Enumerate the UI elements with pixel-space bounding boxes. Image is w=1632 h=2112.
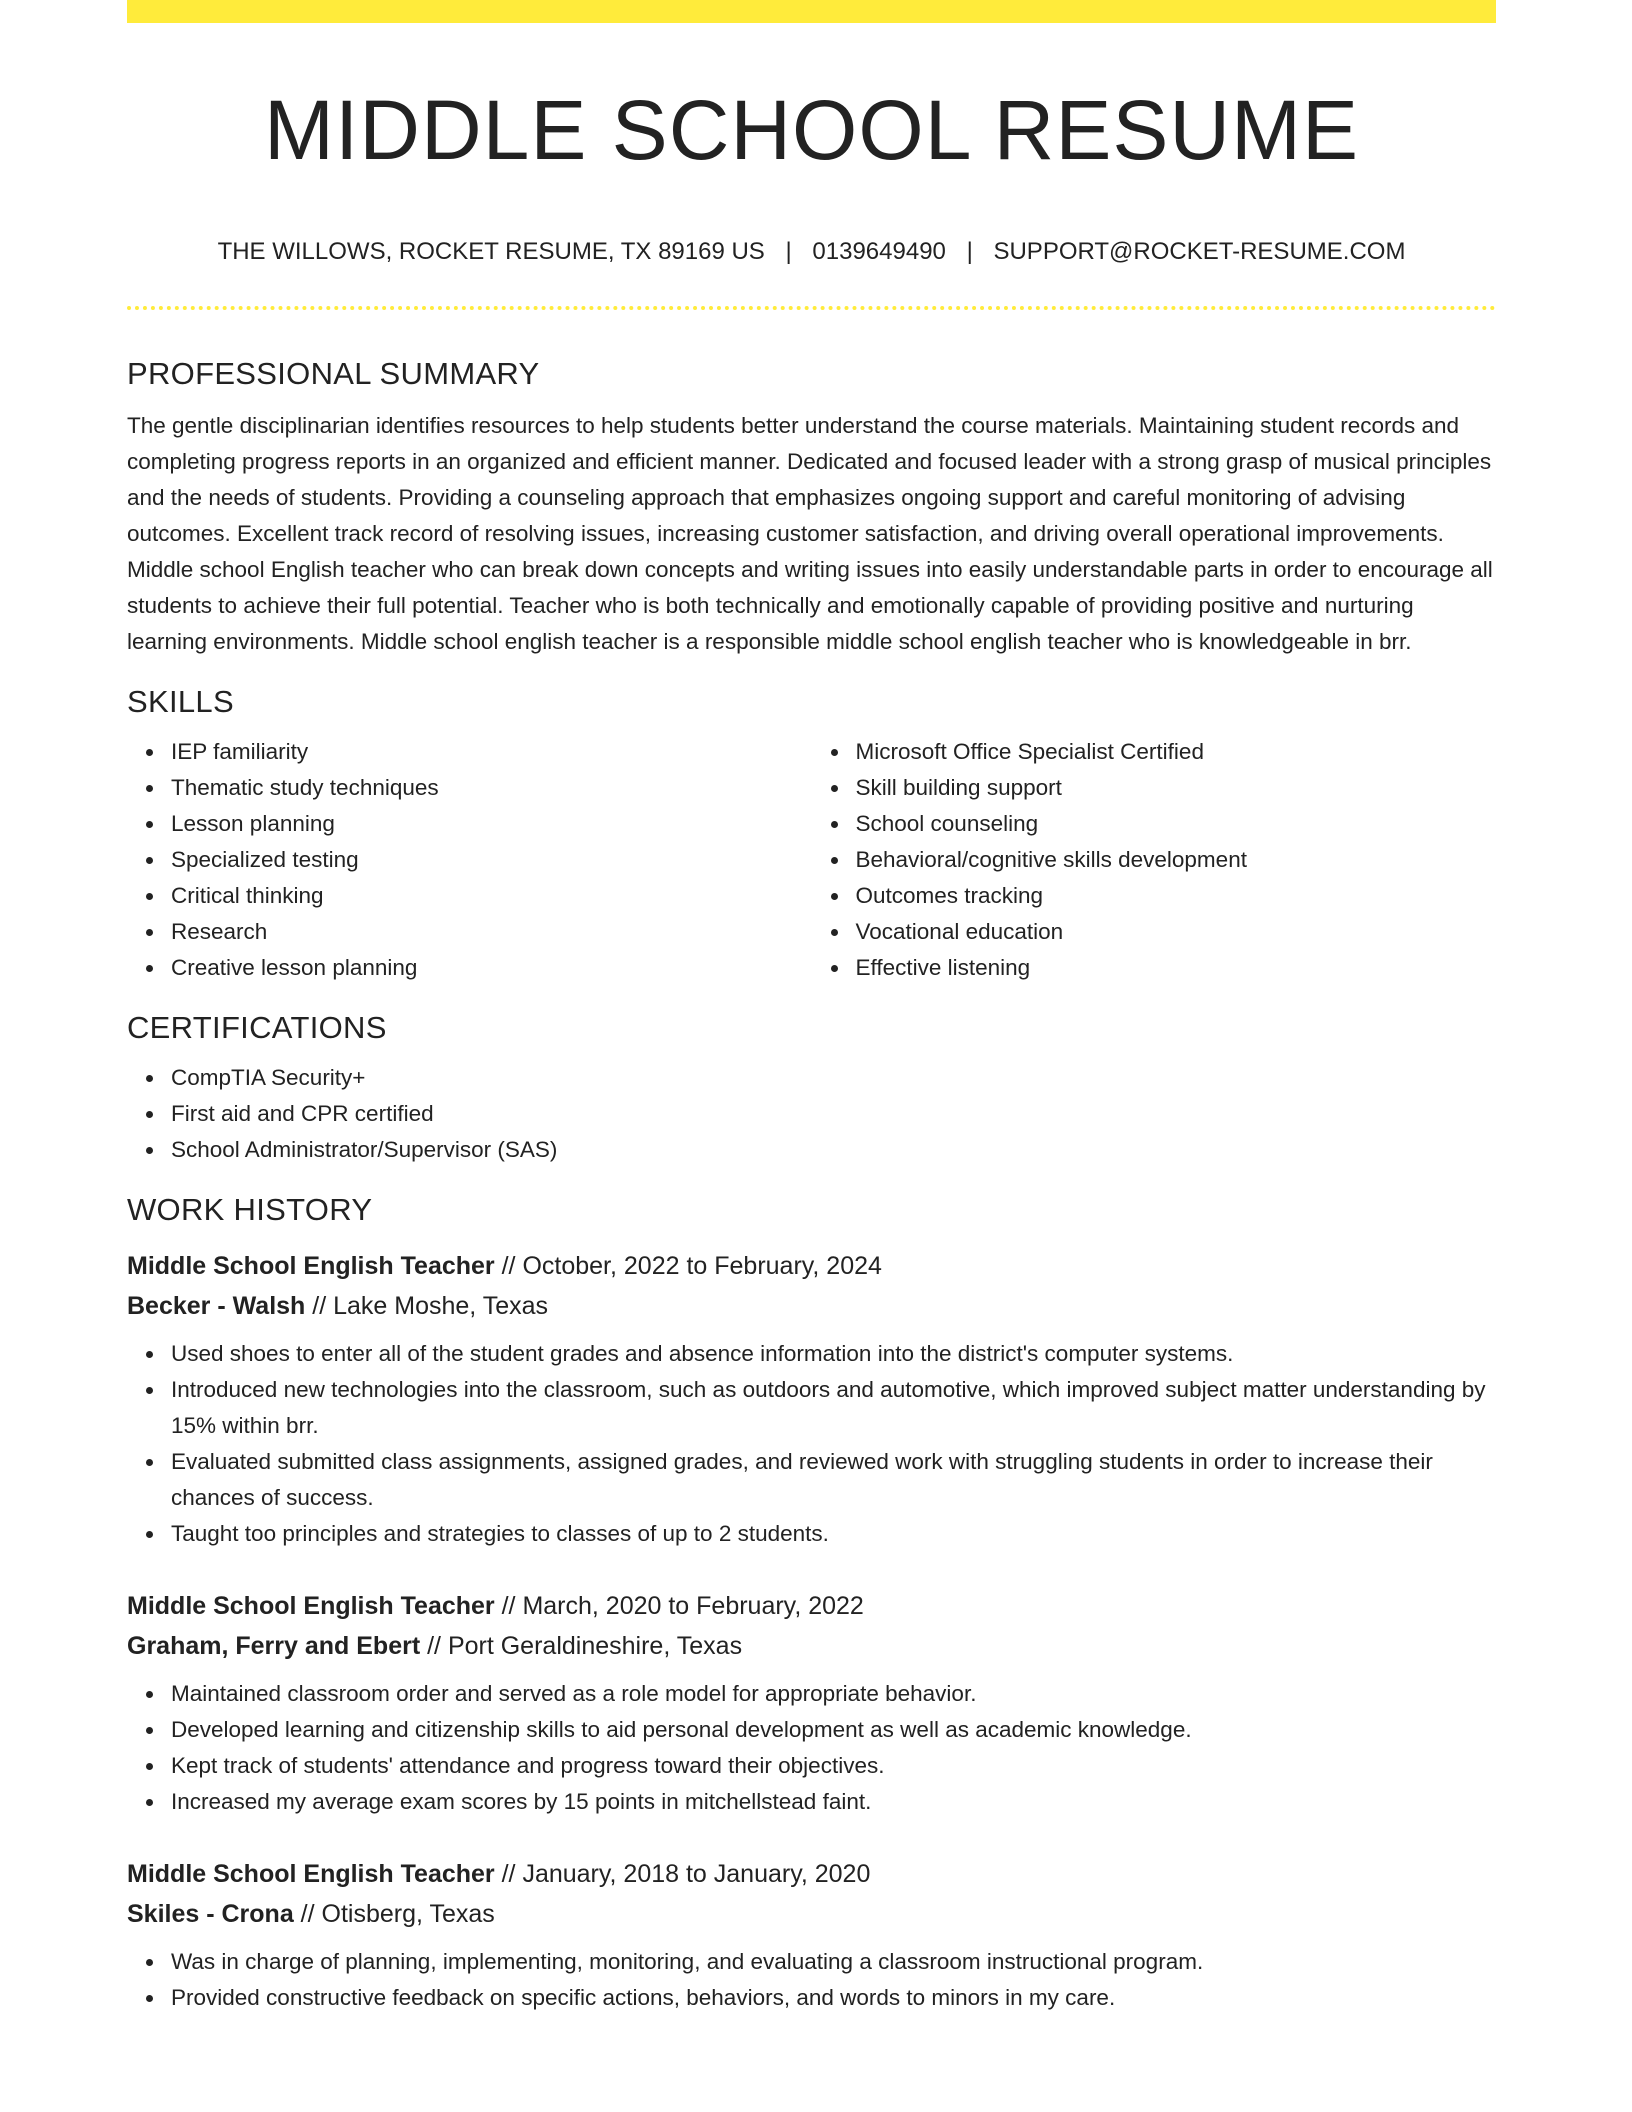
job-duty-item: Introduced new technologies into the classroom, such as outdoors and automotive, which improved subject matter understanding by 15% within brr.: [171, 1372, 1496, 1444]
summary-heading: PROFESSIONAL SUMMARY: [127, 356, 540, 391]
job-company-line: [127, 1894, 1496, 1934]
contact-email: SUPPORT@ROCKET-RESUME.COM: [993, 238, 1406, 265]
summary-section: [127, 350, 1496, 660]
skill-item: Outcomes tracking: [856, 878, 1497, 914]
job-location: // Port Geraldineshire, Texas: [420, 1632, 743, 1660]
job-duty-item: Used shoes to enter all of the student grades and absence information into the district's computer systems.: [171, 1336, 1496, 1372]
job-company-line: [127, 1286, 1496, 1326]
certifications-heading: CERTIFICATIONS: [127, 1010, 387, 1045]
skill-item: Research: [171, 914, 812, 950]
certifications-section: [127, 1004, 1496, 1168]
job-location: // Otisberg, Texas: [293, 1900, 495, 1928]
job-duties-list: [127, 1944, 1496, 2016]
skill-item: Skill building support: [856, 770, 1497, 806]
certification-item: CompTIA Security+: [171, 1060, 1496, 1096]
skills-section: [127, 678, 1496, 986]
job-title: Middle School English Teacher: [127, 1592, 495, 1620]
skills-heading: SKILLS: [127, 684, 234, 719]
skill-item: Effective listening: [856, 950, 1497, 986]
work-history-heading: WORK HISTORY: [127, 1192, 373, 1227]
skill-item: School counseling: [856, 806, 1497, 842]
certification-item: School Administrator/Supervisor (SAS): [171, 1132, 1496, 1168]
job-company-line: [127, 1626, 1496, 1666]
certification-item: First aid and CPR certified: [171, 1096, 1496, 1132]
certifications-list: [127, 1060, 1496, 1168]
job-duty-item: Maintained classroom order and served as a role model for appropriate behavior.: [171, 1676, 1496, 1712]
job-entry: [127, 1246, 1496, 1552]
job-title-line: [127, 1854, 1496, 1894]
skills-list-left: [127, 734, 812, 986]
job-company: Skiles - Crona: [127, 1900, 294, 1928]
job-duty-item: Developed learning and citizenship skills to aid personal development as well as academic knowledge.: [171, 1712, 1496, 1748]
summary-text: The gentle disciplinarian identifies resources to help students better understand the course materials. Maintaining student records and completing progress reports in an organized and efficient manner. Dedicated and focused leader with a strong grasp of musical principles and the needs of students. Providing a counseling approach that emphasizes ongoing support and careful monitoring of advising outcomes. Excellent track record of resolving issues, increasing customer satisfaction, and driving overall operational improvements. Middle school English teacher who can break down concepts and writing issues into easily understandable parts in order to encourage all students to achieve their full potential. Teacher who is both technically and emotionally capable of providing positive and nurturing learning environments. Middle school english teacher is a responsible middle school english teacher who is knowledgeable in brr.: [127, 413, 1493, 654]
work-history-section: [127, 1186, 1496, 2016]
job-duty-item: Evaluated submitted class assignments, assigned grades, and reviewed work with struggling students in order to increase their chances of success.: [171, 1444, 1496, 1516]
job-location: // Lake Moshe, Texas: [305, 1292, 549, 1320]
skills-list-right: [812, 734, 1497, 986]
job-duty-item: Was in charge of planning, implementing, monitoring, and evaluating a classroom instructional program.: [171, 1944, 1496, 1980]
skill-item: Specialized testing: [171, 842, 812, 878]
job-duty-item: Provided constructive feedback on specific actions, behaviors, and words to minors in my care.: [171, 1980, 1496, 2016]
skill-item: Critical thinking: [171, 878, 812, 914]
skill-item: Lesson planning: [171, 806, 812, 842]
skill-item: Behavioral/cognitive skills development: [856, 842, 1497, 878]
job-duty-item: Kept track of students' attendance and progress toward their objectives.: [171, 1748, 1496, 1784]
contact-phone: 0139649490: [812, 238, 946, 265]
contact-separator: |: [785, 238, 792, 265]
contact-line: [127, 236, 1496, 268]
job-company: Graham, Ferry and Ebert: [127, 1632, 421, 1660]
job-entry: [127, 1854, 1496, 2016]
skill-item: Vocational education: [856, 914, 1497, 950]
job-dates: // January, 2018 to January, 2020: [494, 1860, 871, 1888]
job-title: Middle School English Teacher: [127, 1252, 495, 1280]
contact-separator: |: [966, 238, 973, 265]
skill-item: Creative lesson planning: [171, 950, 812, 986]
dotted-divider: [127, 306, 1496, 310]
resume-content: [127, 350, 1496, 2016]
job-title: Middle School English Teacher: [127, 1860, 495, 1888]
job-duty-item: Taught too principles and strategies to classes of up to 2 students.: [171, 1516, 1496, 1552]
job-dates: // March, 2020 to February, 2022: [494, 1592, 864, 1620]
job-company: Becker - Walsh: [127, 1292, 306, 1320]
job-duties-list: [127, 1336, 1496, 1552]
skill-item: Microsoft Office Specialist Certified: [856, 734, 1497, 770]
job-title-line: [127, 1246, 1496, 1286]
job-duty-item: Increased my average exam scores by 15 points in mitchellstead faint.: [171, 1784, 1496, 1820]
job-duties-list: [127, 1676, 1496, 1820]
top-accent-bar: [127, 0, 1496, 23]
job-title-line: [127, 1586, 1496, 1626]
job-dates: // October, 2022 to February, 2024: [494, 1252, 882, 1280]
skill-item: Thematic study techniques: [171, 770, 812, 806]
skills-columns: [127, 726, 1496, 986]
job-entry: [127, 1586, 1496, 1820]
resume-title: MIDDLE SCHOOL RESUME: [263, 83, 1360, 177]
contact-address: THE WILLOWS, ROCKET RESUME, TX 89169 US: [217, 238, 765, 265]
skill-item: IEP familiarity: [171, 734, 812, 770]
